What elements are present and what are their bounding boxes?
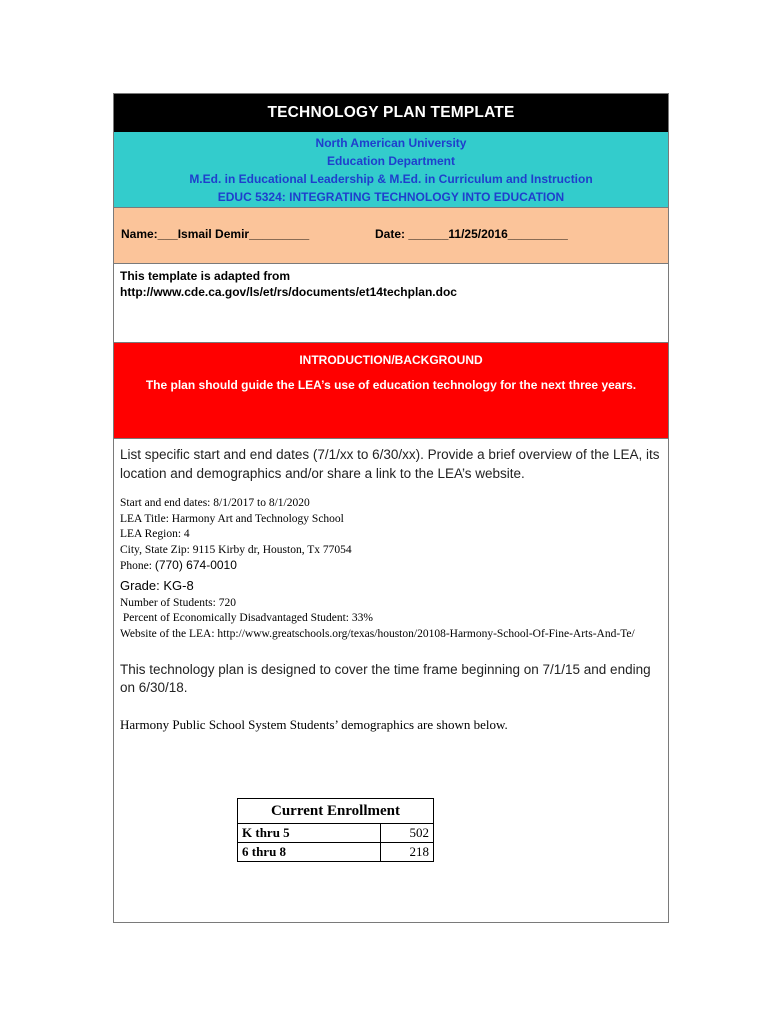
enrollment-count: 502 — [381, 824, 434, 843]
plan-document — [113, 93, 669, 923]
intro-heading: INTRODUCTION/BACKGROUND — [299, 353, 483, 367]
grade-line — [120, 576, 660, 596]
introduction-banner — [114, 343, 668, 439]
phone-line — [120, 558, 660, 575]
course-title: EDUC 5324: INTEGRATING TECHNOLOGY INTO EDUCATION — [217, 190, 565, 204]
enrollment-count: 218 — [381, 843, 434, 862]
adapted-label: This template is adapted from — [120, 269, 291, 283]
city-state-zip: City, State Zip: 9115 Kirby dr, Houston, Tx 77054 — [120, 543, 352, 556]
number-of-students: Number of Students: 720 — [120, 596, 236, 609]
timeframe-text: This technology plan is designed to cover the time frame beginning on 7/1/15 and ending on 6/30/18. — [120, 662, 651, 695]
demographics-intro: Harmony Public School System Students’ demographics are shown below. — [120, 717, 508, 732]
name-field: Name:___Ismail Demir_________ — [121, 227, 310, 241]
enrollment-table — [237, 798, 434, 862]
enrollment-header: Current Enrollment — [238, 799, 434, 824]
program-names: M.Ed. in Educational Leadership & M.Ed. in Curriculum and Instruction — [189, 172, 593, 186]
phone-value: (770) 674-0010 — [154, 558, 237, 572]
phone-label: Phone: — [120, 560, 155, 572]
title-bar — [114, 94, 668, 132]
table-row — [238, 824, 434, 843]
instructions-text: List specific start and end dates (7/1/xx to 6/30/xx). Provide a brief overview of the LEA, its location and demographics and/or share a link to the LEA’s website. — [120, 447, 660, 481]
lea-title: LEA Title: Harmony Art and Technology School — [120, 512, 344, 525]
grade-label: Grade: — [120, 577, 164, 593]
lea-website: Website of the LEA: http://www.greatschools.org/texas/houston/20108-Harmony-School-Of-Fine-Arts-And-Te/ — [120, 627, 635, 640]
grade-value: KG-8 — [163, 577, 194, 593]
university-header — [114, 132, 668, 208]
adapted-source-url: http://www.cde.ca.gov/ls/et/rs/documents/et14techplan.doc — [120, 285, 457, 299]
name-date-row — [114, 208, 668, 264]
grade-range-label: 6 thru 8 — [238, 843, 381, 862]
grade-range-label: K thru 5 — [238, 824, 381, 843]
adapted-from-section — [114, 264, 668, 343]
date-field: Date: ______11/25/2016_________ — [375, 227, 568, 241]
department-name: Education Department — [326, 154, 455, 168]
table-row — [238, 843, 434, 862]
enrollment-header-row — [238, 799, 434, 824]
start-end-dates: Start and end dates: 8/1/2017 to 8/1/2020 — [120, 497, 310, 509]
content-body — [114, 439, 668, 733]
intro-text: The plan should guide the LEA’s use of education technology for the next three years. — [145, 378, 637, 392]
lea-region: LEA Region: 4 — [120, 528, 190, 540]
university-name: North American University — [315, 136, 467, 150]
page-title: TECHNOLOGY PLAN TEMPLATE — [267, 104, 515, 121]
disadvantaged-percent: Percent of Economically Disadvantaged Student: 33% — [120, 612, 373, 624]
